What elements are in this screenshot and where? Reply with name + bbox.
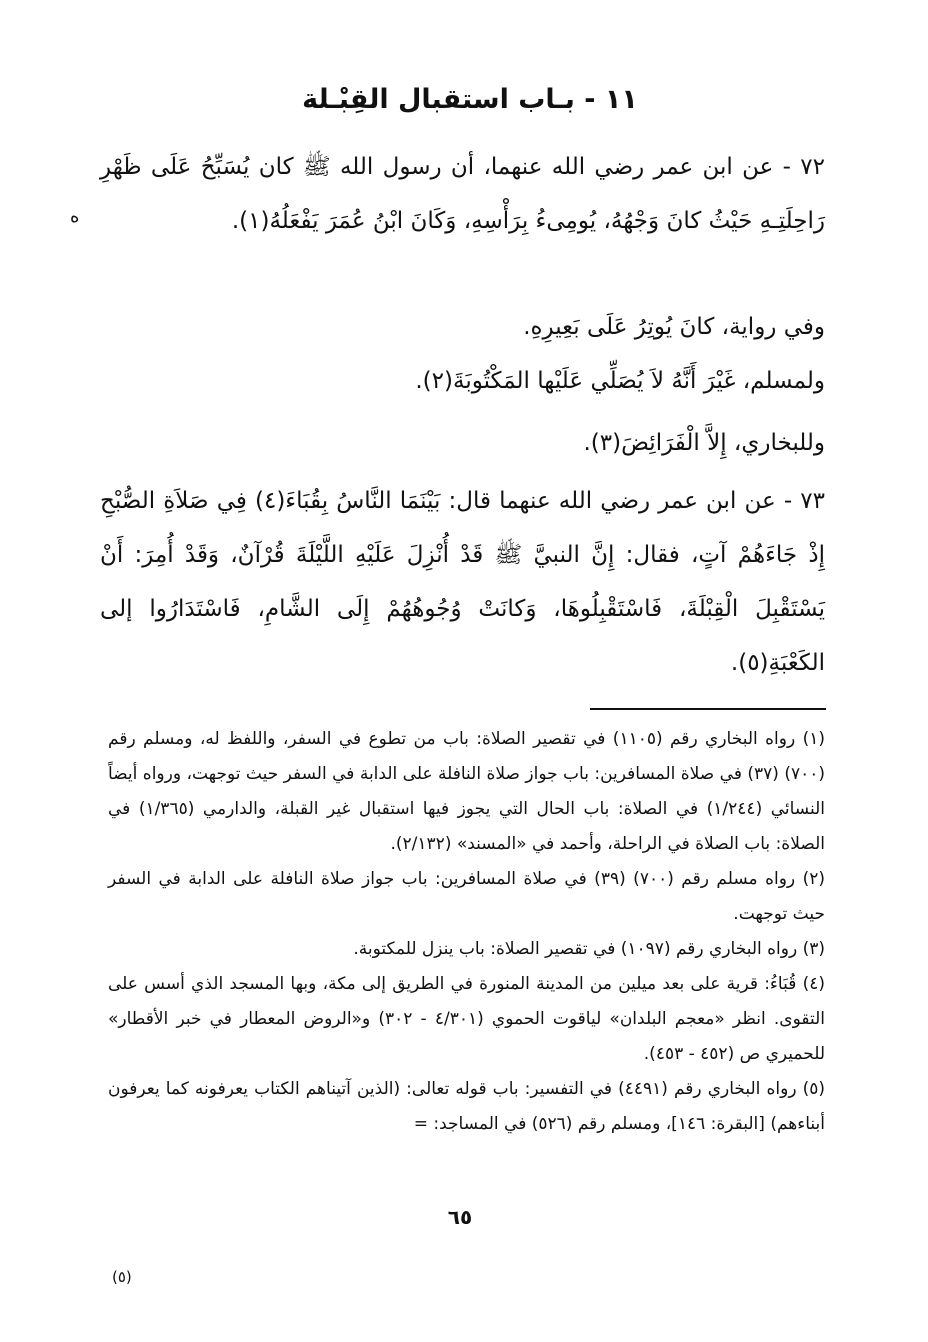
footnote-divider — [590, 708, 826, 710]
page-number: ٦٥ — [447, 1205, 473, 1229]
margin-mark: ه — [70, 206, 80, 227]
footnotes — [108, 722, 825, 1142]
signature-mark: (٥) — [112, 1268, 132, 1286]
footnote-5: (٥) رواه البخاري رقم (٤٤٩١) في التفسير: باب قوله تعالى: (الذين آتيناهم الكتاب يعرفونه كما يعرفون أبناءهم) [البقرة: ١٤٦]، ومسلم رقم (٥٢٦) في المساجد: = — [108, 1079, 826, 1134]
footnote-3: (٣) رواه البخاري رقم (١٠٩٧) في تقصير الصلاة: باب ينزل للمكتوبة. — [353, 939, 825, 959]
variant-muslim: ولمسلم، غَيْرَ أَنَّهُ لاَ يُصَلِّي عَلَيْها المَكْتُوبَةَ(٢). — [415, 368, 825, 394]
footnote-4: (٤) قُبَاءُ: قرية على بعد ميلين من المدينة المنورة في الطريق إلى مكة، وبها المسجد الذي أسس على التقوى. انظر «معجم البلدان» لياقوت الحموي (٤/٣٠١ - ٣٠٢) و«الروض المعطار في خبر الأقطار» للحميري ص (٤٥٢ - ٤٥٣). — [108, 974, 826, 1064]
hadith-73: ٧٣ - عن ابن عمر رضي الله عنهما قال: بَيْنَمَا النَّاسُ بِقُبَاءَ(٤) فِي صَلاَةِ الصُّبْحِ إِذْ جَاءَهُمْ آتٍ، فقال: إِنَّ النبيَّ ﷺ قَدْ أُنْزِلَ عَلَيْهِ اللَّيْلَةَ قُرْآنٌ، وَقَدْ أُمِرَ: أَنْ يَسْتَقْبِلَ الْقِبْلَةَ، فَاسْتَقْبِلُوهَا، وَكانَتْ وُجُوهُهُمْ إِلَى الشَّامِ، فَاسْتَدَارُوا إلى الكَعْبَةِ(٥). — [100, 488, 825, 676]
variant-riwaya: وفي رواية، كانَ يُوتِرُ عَلَى بَعِيرِهِ. — [523, 314, 825, 340]
chapter-heading: ١١ - بـاب استقبال القِبْـلة — [302, 84, 638, 115]
footnote-2: (٢) رواه مسلم رقم (٧٠٠) (٣٩) في صلاة المسافرين: باب جواز صلاة النافلة على الدابة في السفر حيث توجهت. — [108, 869, 826, 924]
footnote-1: (١) رواه البخاري رقم (١١٠٥) في تقصير الصلاة: باب من تطوع في السفر، واللفظ له، ومسلم رقم (٧٠٠) (٣٧) في صلاة المسافرين: باب جواز صلاة النافلة على الدابة في السفر حيث توجهت، ورواه أيضاً النسائي (١/٢٤٤) في الصلاة: باب الحال التي يجوز فيها استقبال غير القبلة، والدارمي (١/٣٦٥) في الصلاة: باب الصلاة في الراحلة، وأحمد في «المسند» (٢/١٣٢). — [108, 729, 826, 854]
hadith-72: ٧٢ - عن ابن عمر رضي الله عنهما، أن رسول الله ﷺ كان يُسَبِّحُ عَلَى ظَهْرِ رَاحِلَتِـهِ حَيْثُ كانَ وَجْهُهُ، يُومِىءُ بِرَأْسِهِ، وَكَانَ ابْنُ عُمَرَ يَفْعَلُهُ(١). — [100, 154, 825, 234]
variant-bukhari: وللبخاري، إِلاَّ الْفَرَائِضَ(٣). — [583, 430, 825, 456]
